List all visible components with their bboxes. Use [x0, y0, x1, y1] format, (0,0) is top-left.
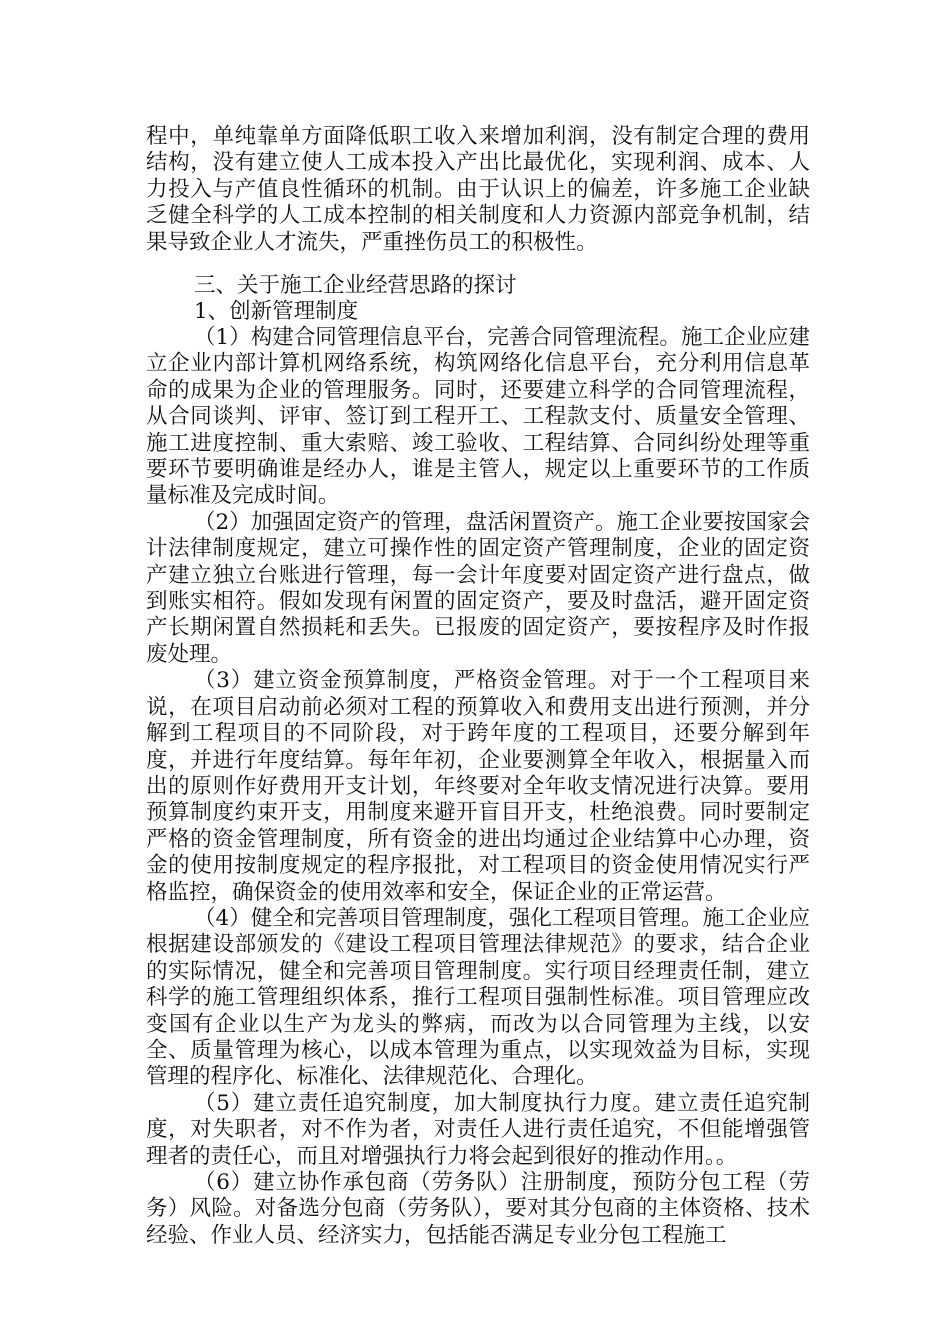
paragraph-2: （2）加强固定资产的管理，盘活闲置资产。施工企业要按国家会计法律制度规定，建立可操作性的固定资产管理制度，企业的固定资产建立独立台账进行管理，每一会计年度要对固定资产进行盘点，做到账实相符。假如发现有闲置的固定资产，要及时盘活，避开固定资产长期闲置自然损耗和丢失。已报废的固定资产，要按程序及时作报废处理。: [146, 509, 810, 667]
paragraph-3: （3）建立资金预算制度，严格资金管理。对于一个工程项目来说，在项目启动前必须对工程的预算收入和费用支出进行预测，并分解到工程项目的不同阶段，对于跨年度的工程项目，还要分解到年度，并进行年度结算。每年年初，企业要测算全年收入，根据量入而出的原则作好费用开支计划，年终要对全年收支情况进行决算。要用预算制度约束开支，用制度来避开盲目开支，杜绝浪费。同时要制定严格的资金管理制度，所有资金的进出均通过企业结算中心办理，资金的使用按制度规定的程序报批，对工程项目的资金使用情况实行严格监控，确保资金的使用效率和安全，保证企业的正常运营。: [146, 668, 810, 905]
paragraph-4: （4）健全和完善项目管理制度，强化工程项目管理。施工企业应根据建设部颁发的《建设工程项目管理法律规范》的要求，结合企业的实际情况，健全和完善项目管理制度。实行项目经理责任制，建立科学的施工管理组织体系，推行工程项目强制性标准。项目管理应改变国有企业以生产为龙头的弊病，而改为以合同管理为主线，以安全、质量管理为核心，以成本管理为重点，以实现效益为目标，实现管理的程序化、标准化、法律规范化、合理化。: [146, 905, 810, 1090]
paragraph-6: （6）建立协作承包商（劳务队）注册制度，预防分包工程（劳务）风险。对备选分包商（劳务队），要对其分包商的主体资格、技术经验、作业人员、经济实力，包括能否满足专业分包工程施工: [146, 1170, 810, 1248]
paragraph-1: （1）构建合同管理信息平台，完善合同管理流程。施工企业应建立企业内部计算机网络系统，构筑网络化信息平台，充分利用信息革命的成果为企业的管理服务。同时，还要建立科学的合同管理流程，从合同谈判、评审、签订到工程开工、工程款支付、质量安全管理、施工进度控制、重大索赔、竣工验收、工程结算、合同纠纷处理等重要环节要明确谁是经办人，谁是主管人，规定以上重要环节的工作质量标准及完成时间。: [146, 325, 810, 509]
section-heading: 三、关于施工企业经营思路的探讨: [194, 273, 517, 298]
subsection-heading: 1、创新管理制度: [194, 299, 359, 324]
intro-block: [146, 124, 810, 256]
paragraph-5: （5）建立责任追究制度，加大制度执行力度。建立责任追究制度，对失职者，对不作为者，对责任人进行责任追究，不但能增强管理者的责任心，而且对增强执行力将会起到很好的推动作用。。: [146, 1090, 810, 1169]
body-block: [146, 325, 810, 1249]
intro-paragraph: 程中，单纯靠单方面降低职工收入来增加利润，没有制定合理的费用结构，没有建立使人工成本投入产出比最优化，实现利润、成本、人力投入与产值良性循环的机制。由于认识上的偏差，许多施工企业缺乏健全科学的人工成本控制的相关制度和人力资源内部竞争机制，结果导致企业人才流失，严重挫伤员工的积极性。: [146, 124, 810, 255]
